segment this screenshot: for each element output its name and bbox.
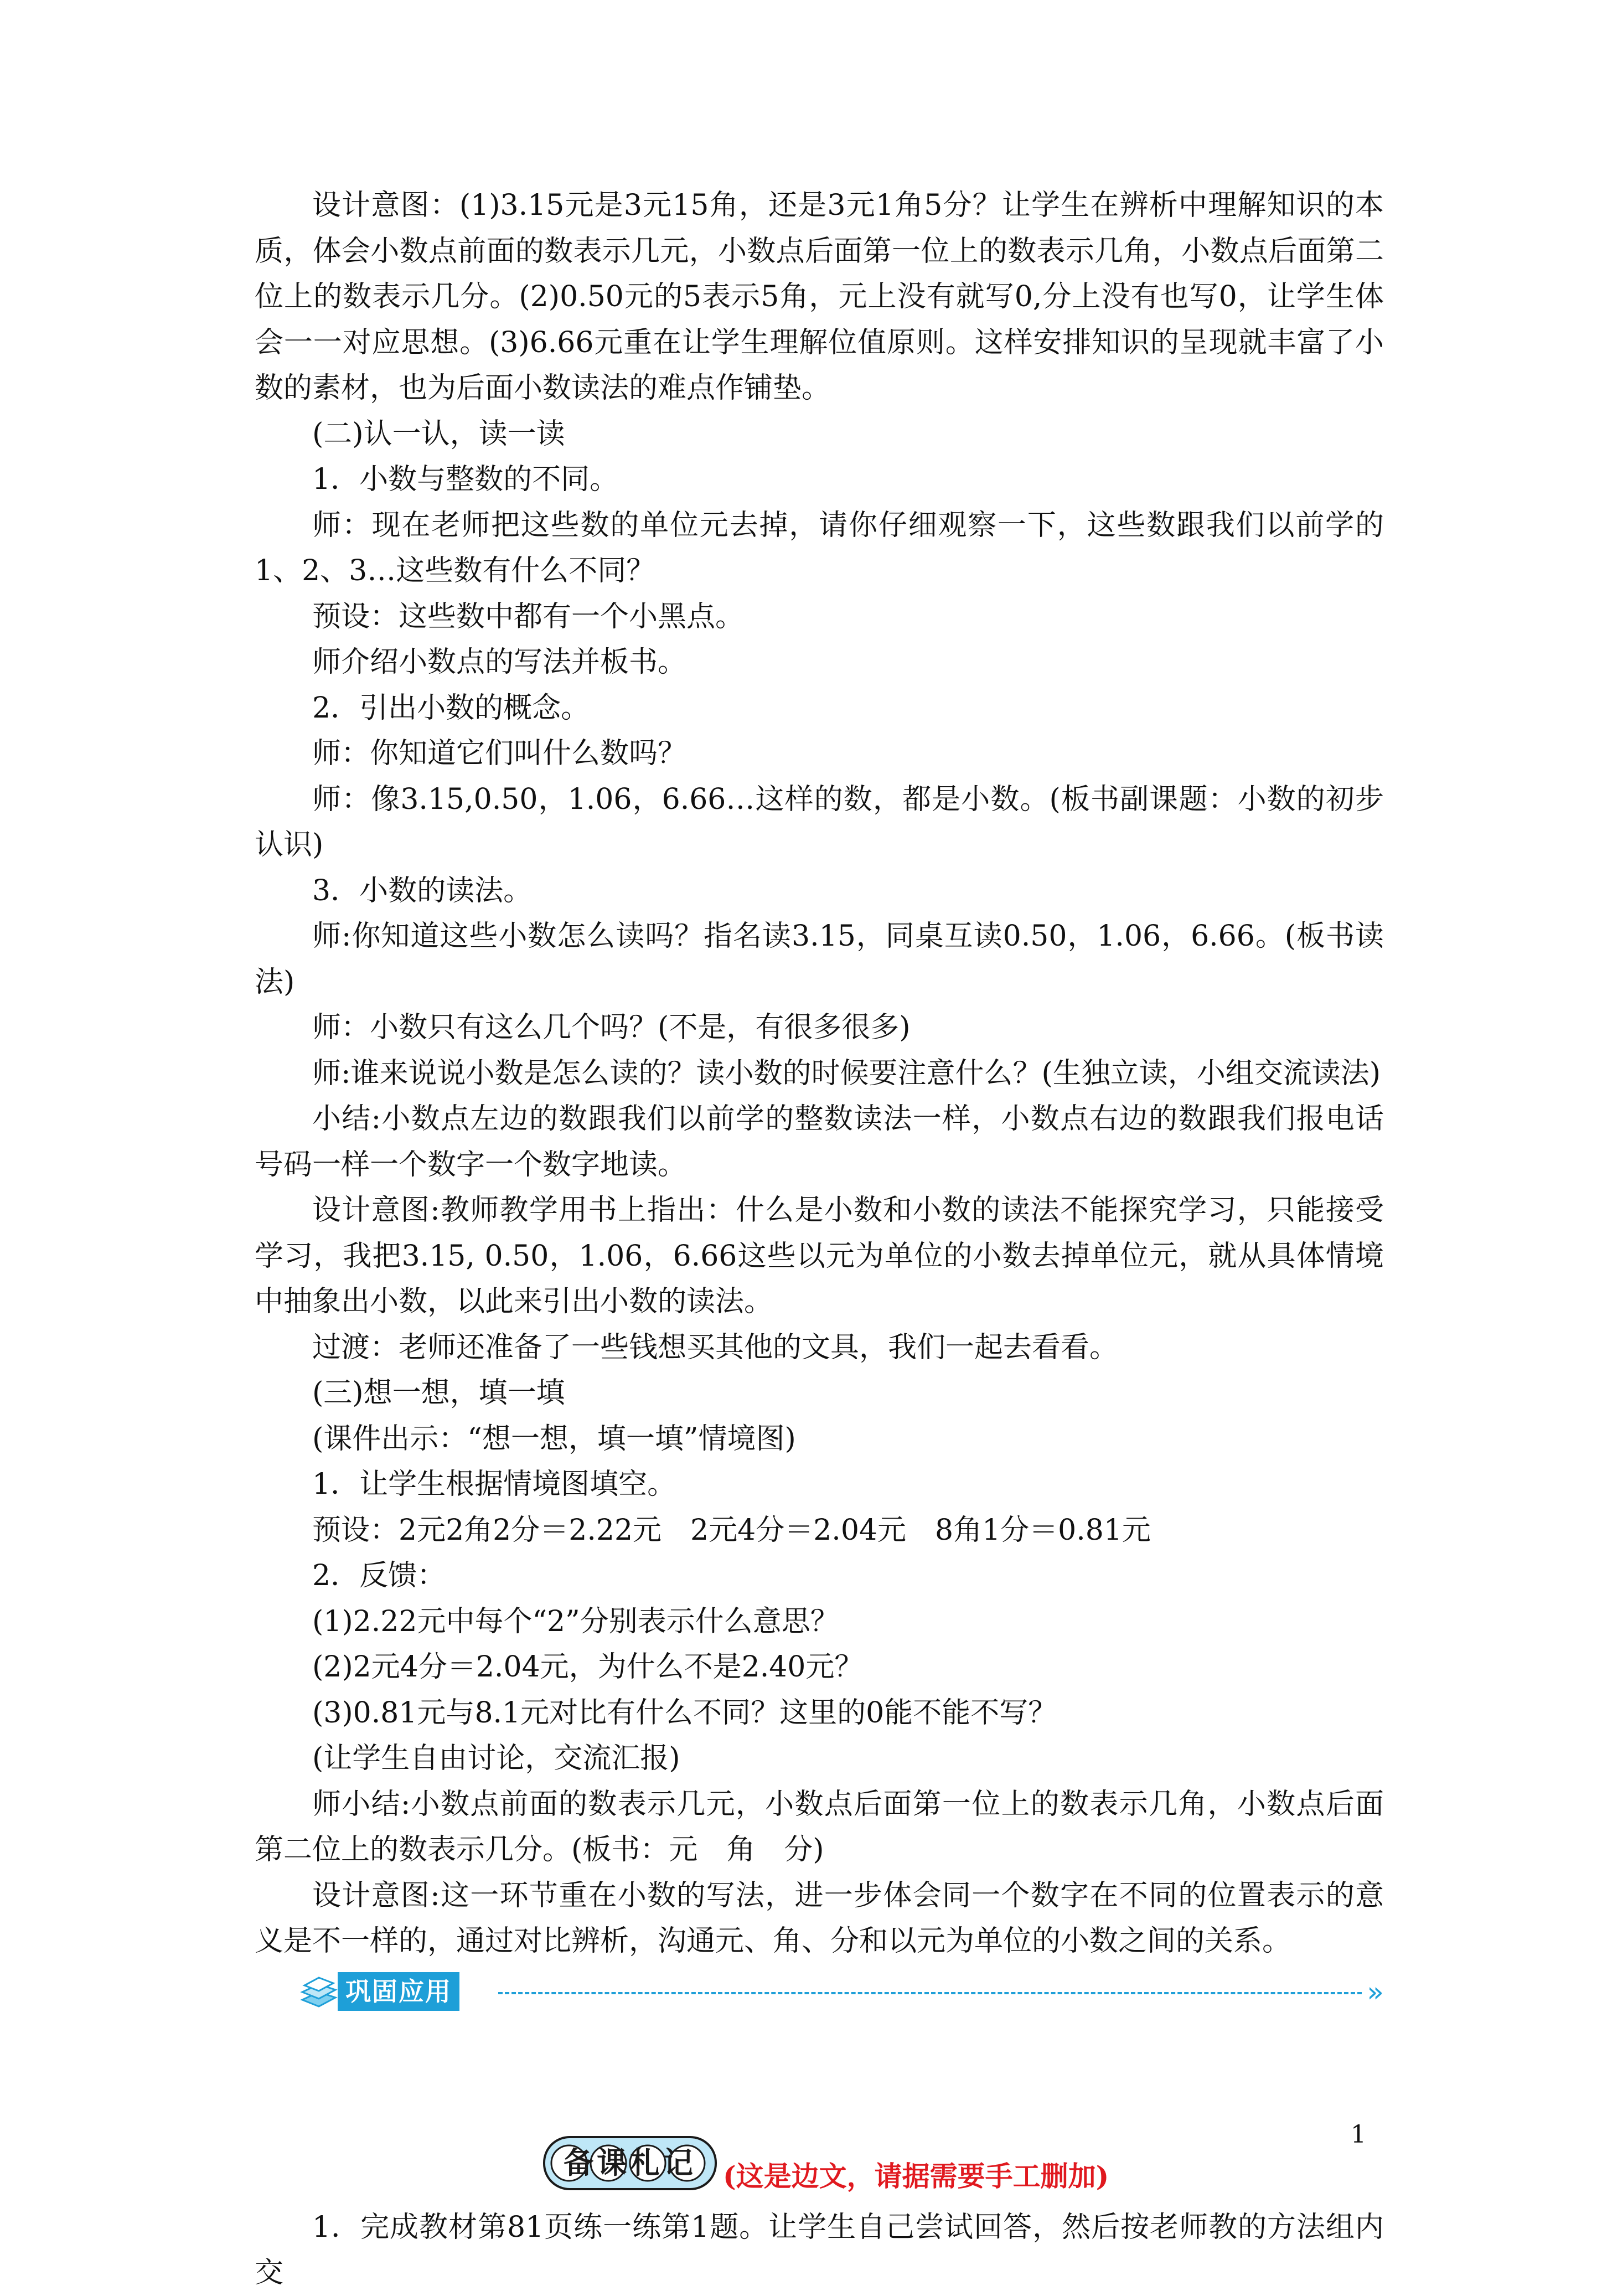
paragraph: 预设：这些数中都有一个小黑点。: [312, 600, 745, 633]
paragraph: 师：你知道它们叫什么数吗？: [312, 737, 687, 770]
paragraph: (课件出示：“想一想，填一填”情境图): [312, 1422, 796, 1456]
paragraph: (2)2元4分＝2.04元，为什么不是2.40元？: [312, 1650, 864, 1684]
paragraph: 设计意图:教师教学用书上指出：什么是小数和小数的读法不能探究学习，只能接受学习，我把3.15, 0.50，1.06，6.66这些以元为单位的小数去掉单位元，就从具体情境中抽象出小数，以此来引出小数的读法。: [255, 1194, 1384, 1318]
lesson-notes-header: [255, 2135, 1384, 2205]
section-banner: [255, 1967, 1384, 2022]
margin-note: (这是边文，请据需要手工删加): [723, 2159, 1109, 2192]
paragraph: (1)2.22元中每个“2”分别表示什么意思？: [312, 1604, 839, 1638]
section-title: 巩固应用: [338, 1972, 459, 2011]
paragraph: 师介绍小数点的写法并板书。: [312, 646, 687, 679]
paragraph: (让学生自由讨论，交流汇报): [312, 1742, 680, 1775]
paragraph: 师:你知道这些小数怎么读吗？指名读3.15，同桌互读0.50，1.06，6.66。(板书读法): [255, 920, 1384, 999]
paragraph: 过渡：老师还准备了一些钱想买其他的文具，我们一起去看看。: [312, 1330, 1119, 1364]
double-chevron-right-icon: »: [1367, 1975, 1384, 2008]
paragraph: (3)0.81元与8.1元对比有什么不同？这里的0能不能不写？: [312, 1696, 1057, 1730]
page-number: 1: [1351, 2120, 1366, 2149]
paragraph: 师:谁来说说小数是怎么读的？读小数的时候要注意什么？(生独立读，小组交流读法): [312, 1056, 1381, 1090]
paragraph: 2．引出小数的概念。: [312, 691, 590, 725]
book-stack-icon: [299, 1972, 338, 2011]
paragraph: 1．完成教材第81页练一练第1题。让学生自己尝试回答，然后按老师教的方法组内交: [255, 2210, 1384, 2289]
paragraph: 师小结:小数点前面的数表示几元，小数点后面第一位上的数表示几角，小数点后面第二位上的数表示几分。(板书：元 角 分): [255, 1787, 1384, 1866]
paragraph: 小结:小数点左边的数跟我们以前学的整数读法一样，小数点右边的数跟我们报电话号码一样一个数字一个数字地读。: [255, 1102, 1384, 1181]
paragraph: 师：现在老师把这些数的单位元去掉，请你仔细观察一下，这些数跟我们以前学的1、2、3…这些数有什么不同？: [255, 508, 1384, 587]
paragraph: 1．小数与整数的不同。: [312, 463, 619, 496]
paragraph: (三)想一想，填一填: [312, 1376, 565, 1410]
paragraph: 师：像3.15,0.50，1.06，6.66…这样的数，都是小数。(板书副课题：小数的初步认识): [255, 782, 1384, 861]
notes-badge-label: 备课札记: [564, 2145, 696, 2180]
paragraph: 1．让学生根据情境图填空。: [312, 1468, 676, 1501]
paragraph: 设计意图:这一环节重在小数的写法，进一步体会同一个数字在不同的位置表示的意义是不一样的，通过对比辨析，沟通元、角、分和以元为单位的小数之间的关系。: [255, 1879, 1384, 1958]
dashed-divider: [498, 1992, 1362, 1994]
paragraph: 3．小数的读法。: [312, 874, 533, 907]
document-body: [255, 183, 1384, 2296]
paragraph: 2．反馈：: [312, 1559, 446, 1592]
paragraph: 师：小数只有这么几个吗？(不是，有很多很多): [312, 1011, 911, 1044]
paragraph: 设计意图：(1)3.15元是3元15角，还是3元1角5分？让学生在辨析中理解知识的本质，体会小数点前面的数表示几元，小数点后面第一位上的数表示几角，小数点后面第二位上的数表示几分。(2)0.50元的5表示5角，元上没有就写0,分上没有也写0，让学生体会一一对应思想。(3)6.66元重在让学生理解位值原则。这样安排知识的呈现就丰富了小数的素材，也为后面小数读法的难点作铺垫。: [255, 189, 1384, 405]
paragraph: 预设：2元2角2分＝2.22元 2元4分＝2.04元 8角1分＝0.81元: [312, 1513, 1151, 1547]
paragraph: (二)认一认，读一读: [312, 417, 565, 451]
